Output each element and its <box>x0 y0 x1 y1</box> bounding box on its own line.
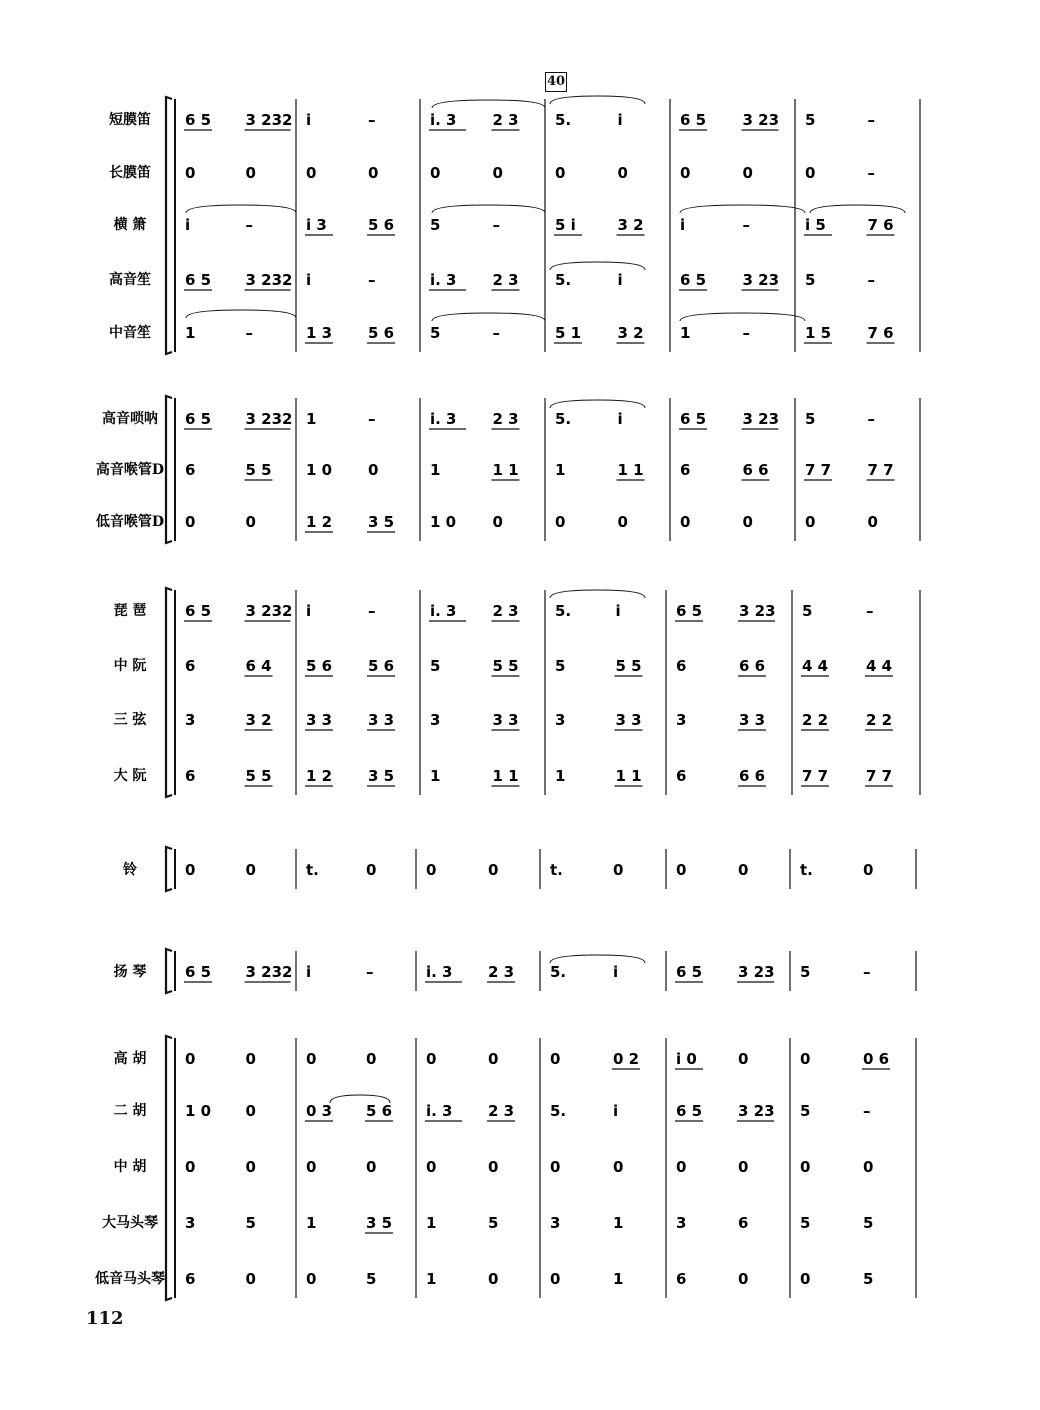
note-group: i <box>617 111 623 129</box>
note-group: 5 <box>802 602 813 620</box>
note-group: 0 <box>492 164 503 182</box>
rehearsal-mark-40: 40 <box>545 72 567 92</box>
instrument-name: 大马头琴 <box>102 1215 158 1231</box>
note-group: 2 3 <box>492 271 519 289</box>
note-group: 0 <box>245 1050 256 1068</box>
note-group: 5 6 <box>306 657 333 675</box>
note-group: – <box>245 324 253 342</box>
note-group: 0 6 <box>863 1050 890 1068</box>
note-group: 0 <box>742 513 753 531</box>
note-group: 0 <box>245 513 256 531</box>
note-group: 0 <box>863 1158 874 1176</box>
note-group: 0 <box>185 861 196 879</box>
note-group: 1 1 <box>492 767 519 785</box>
note-group: 4 4 <box>866 657 893 675</box>
note-group: 5 <box>555 657 566 675</box>
note-group: i <box>306 271 312 289</box>
note-group: 0 <box>185 1158 196 1176</box>
note-group: i <box>613 963 619 981</box>
note-group: 2 3 <box>492 602 519 620</box>
note-group: – <box>866 602 874 620</box>
note-group: 0 <box>863 861 874 879</box>
note-group: 6 6 <box>739 767 766 785</box>
note-group: 3 <box>676 711 687 729</box>
note-group: 6 5 <box>185 410 212 428</box>
note-group: 5 5 <box>245 767 272 785</box>
note-group: 5 6 <box>368 324 395 342</box>
tie-arc <box>810 205 905 213</box>
note-group: – <box>368 602 376 620</box>
note-group: 1 0 <box>430 513 457 531</box>
note-group: 6 <box>676 767 687 785</box>
note-group: 0 <box>488 1050 499 1068</box>
note-group: i 5 <box>805 216 826 234</box>
instrument-name: 三 弦 <box>113 712 147 728</box>
instrument-name: 横 箫 <box>113 217 147 233</box>
note-group: 3 3 <box>306 711 333 729</box>
note-group: 6 5 <box>185 602 212 620</box>
note-group: 1 2 <box>306 767 333 785</box>
note-group: 0 <box>738 1158 749 1176</box>
note-group: 6 5 <box>680 271 707 289</box>
note-group: 1 1 <box>617 461 644 479</box>
note-group: 0 <box>742 164 753 182</box>
note-group: 3 232 <box>245 963 293 981</box>
note-group: 0 <box>738 1050 749 1068</box>
note-group: 6 5 <box>185 271 212 289</box>
note-group: – <box>867 410 875 428</box>
note-group: 0 <box>613 1158 624 1176</box>
note-group: 3 2 <box>617 216 644 234</box>
note-group: 6 5 <box>185 963 212 981</box>
note-group: i <box>185 216 191 234</box>
tie-arc <box>186 310 296 318</box>
tie-arc <box>550 400 645 408</box>
note-group: 7 6 <box>867 324 894 342</box>
note-group: 1 <box>426 1270 437 1288</box>
note-group: 0 <box>738 1270 749 1288</box>
note-group: 0 <box>800 1270 811 1288</box>
note-group: i. 3 <box>430 602 457 620</box>
note-group: 0 <box>245 1102 256 1120</box>
note-group: 6 <box>676 1270 687 1288</box>
note-group: 5 6 <box>368 657 395 675</box>
note-group: 0 <box>738 861 749 879</box>
note-group: 0 <box>805 513 816 531</box>
note-group: 1 1 <box>492 461 519 479</box>
note-group: 0 <box>426 1158 437 1176</box>
note-group: 3 5 <box>366 1214 393 1232</box>
note-group: 0 <box>368 164 379 182</box>
note-group: 0 <box>492 513 503 531</box>
note-group: 0 <box>680 513 691 531</box>
note-group: t. <box>306 861 319 879</box>
instrument-name: 琵 琶 <box>113 603 147 619</box>
note-group: 1 <box>613 1270 624 1288</box>
instrument-name: 高音喉管D <box>95 462 165 478</box>
note-group: 5. <box>555 271 572 289</box>
page-number: 112 <box>86 1308 124 1329</box>
note-group: 1 <box>426 1214 437 1232</box>
note-group: 5 5 <box>615 657 642 675</box>
note-group: i. 3 <box>430 271 457 289</box>
note-group: 1 <box>555 461 566 479</box>
instrument-name: 铃 <box>123 862 137 878</box>
note-group: 3 <box>676 1214 687 1232</box>
note-group: 3 23 <box>742 410 780 428</box>
note-group: 2 3 <box>492 111 519 129</box>
group-bracket <box>166 847 172 891</box>
note-group: 1 2 <box>306 513 333 531</box>
note-group: – <box>368 271 376 289</box>
note-group: 2 3 <box>488 963 515 981</box>
note-group: 2 2 <box>866 711 893 729</box>
note-group: 0 <box>680 164 691 182</box>
note-group: 3 3 <box>492 711 519 729</box>
note-group: 5 <box>805 111 816 129</box>
note-group: 6 5 <box>676 602 703 620</box>
note-group: t. <box>550 861 563 879</box>
note-group: 0 <box>676 861 687 879</box>
note-group: i 3 <box>306 216 327 234</box>
note-group: 7 7 <box>866 767 893 785</box>
note-group: 0 <box>366 1050 377 1068</box>
instrument-name: 低音马头琴 <box>95 1271 165 1287</box>
note-group: – <box>867 271 875 289</box>
note-group: 3 23 <box>742 111 780 129</box>
note-group: 3 232 <box>245 111 293 129</box>
note-group: 3 232 <box>245 271 293 289</box>
note-group: 1 <box>306 410 317 428</box>
note-group: 2 3 <box>488 1102 515 1120</box>
note-group: 6 <box>185 461 196 479</box>
note-group: i. 3 <box>426 963 453 981</box>
note-group: 0 <box>555 513 566 531</box>
note-group: – <box>863 1102 871 1120</box>
note-group: 0 <box>426 861 437 879</box>
note-group: 0 <box>366 861 377 879</box>
note-group: 5 <box>800 1214 811 1232</box>
note-group: 3 232 <box>245 602 293 620</box>
note-group: 6 6 <box>742 461 769 479</box>
note-group: 2 3 <box>492 410 519 428</box>
note-group: 7 7 <box>867 461 894 479</box>
group-bracket <box>166 396 172 543</box>
note-group: 5 <box>863 1270 874 1288</box>
note-group: 6 <box>185 1270 196 1288</box>
note-group: 0 <box>550 1050 561 1068</box>
note-group: 0 <box>245 861 256 879</box>
instrument-name: 二 胡 <box>113 1103 147 1119</box>
instrument-name: 长膜笛 <box>109 165 151 181</box>
note-group: – <box>867 164 875 182</box>
instrument-name: 高 胡 <box>113 1051 147 1067</box>
tie-arc <box>550 96 645 104</box>
note-group: 0 <box>426 1050 437 1068</box>
note-group: 6 5 <box>680 410 707 428</box>
note-group: – <box>863 963 871 981</box>
note-group: 6 4 <box>245 657 272 675</box>
note-group: 1 5 <box>805 324 832 342</box>
note-group: 5 1 <box>555 324 582 342</box>
note-group: 1 <box>430 461 441 479</box>
tie-arc <box>550 590 645 598</box>
note-group: 6 <box>680 461 691 479</box>
note-group: 0 <box>488 1270 499 1288</box>
instrument-name: 短膜笛 <box>109 112 151 128</box>
note-group: – <box>867 111 875 129</box>
note-group: 5. <box>550 963 567 981</box>
note-group: 3 <box>550 1214 561 1232</box>
note-group: i. 3 <box>426 1102 453 1120</box>
note-group: 0 <box>550 1270 561 1288</box>
group-bracket <box>166 1036 172 1300</box>
note-group: 3 23 <box>739 602 776 620</box>
note-group: 5 <box>245 1214 256 1232</box>
note-group: – <box>245 216 253 234</box>
note-group: 6 5 <box>680 111 707 129</box>
note-group: 1 <box>185 324 196 342</box>
note-group: 6 5 <box>185 111 212 129</box>
note-group: 3 <box>555 711 566 729</box>
tie-arc <box>432 313 545 321</box>
note-group: 3 2 <box>245 711 272 729</box>
instrument-name: 低音喉管D <box>95 514 165 530</box>
note-group: 1 <box>430 767 441 785</box>
note-group: 5 6 <box>366 1102 393 1120</box>
note-group: 5 <box>863 1214 874 1232</box>
note-group: 0 <box>185 1050 196 1068</box>
note-group: 0 <box>550 1158 561 1176</box>
note-group: 7 7 <box>802 767 829 785</box>
tie-arc <box>680 205 805 213</box>
note-group: 0 <box>867 513 878 531</box>
instrument-name: 大 阮 <box>113 768 147 784</box>
note-group: – <box>368 111 376 129</box>
note-group: i <box>617 271 623 289</box>
note-group: 1 1 <box>615 767 642 785</box>
note-group: 3 <box>185 711 196 729</box>
instrument-name: 高音唢呐 <box>102 411 158 427</box>
note-group: – <box>368 410 376 428</box>
note-group: 0 <box>245 1158 256 1176</box>
note-group: 0 <box>366 1158 377 1176</box>
note-group: 0 <box>185 164 196 182</box>
note-group: 5 <box>430 657 441 675</box>
note-group: i 0 <box>676 1050 697 1068</box>
note-group: 0 <box>617 164 628 182</box>
note-group: 0 <box>185 513 196 531</box>
note-group: 0 <box>555 164 566 182</box>
instrument-name: 高音笙 <box>109 272 151 288</box>
note-group: 5 <box>805 271 816 289</box>
note-group: 7 7 <box>805 461 832 479</box>
note-group: 7 6 <box>867 216 894 234</box>
note-group: 0 <box>805 164 816 182</box>
note-group: 5 5 <box>245 461 272 479</box>
note-group: i <box>306 963 312 981</box>
note-group: 1 0 <box>306 461 333 479</box>
note-group: 3 23 <box>738 963 775 981</box>
note-group: 5. <box>555 111 572 129</box>
group-bracket <box>166 588 172 797</box>
note-group: 3 23 <box>738 1102 775 1120</box>
note-group: 3 5 <box>368 513 395 531</box>
note-group: 3 3 <box>739 711 766 729</box>
tie-arc <box>550 955 645 963</box>
note-group: 0 <box>800 1158 811 1176</box>
note-group: 5 <box>805 410 816 428</box>
note-group: 6 5 <box>676 1102 703 1120</box>
note-group: 0 <box>245 1270 256 1288</box>
note-group: i <box>613 1102 619 1120</box>
note-group: 5 <box>800 963 811 981</box>
note-group: 5. <box>555 602 572 620</box>
note-group: 0 <box>306 164 317 182</box>
note-group: 0 <box>368 461 379 479</box>
tie-arc <box>432 100 545 108</box>
note-group: 0 <box>306 1270 317 1288</box>
note-group: 0 <box>306 1050 317 1068</box>
note-group: 0 <box>488 1158 499 1176</box>
note-group: i <box>306 111 312 129</box>
tie-arc <box>680 313 805 321</box>
tie-arc <box>186 205 296 213</box>
note-group: 5. <box>555 410 572 428</box>
note-group: 5 6 <box>368 216 395 234</box>
note-group: – <box>742 324 750 342</box>
note-group: 0 <box>613 861 624 879</box>
note-group: 4 4 <box>802 657 829 675</box>
note-group: 6 <box>185 657 196 675</box>
instrument-name: 中 阮 <box>113 658 147 674</box>
group-bracket <box>166 97 172 354</box>
note-group: i. 3 <box>430 111 457 129</box>
note-group: 5 <box>488 1214 499 1232</box>
note-group: 0 <box>430 164 441 182</box>
note-group: i <box>615 602 621 620</box>
note-group: 5 5 <box>492 657 519 675</box>
note-group: 5 i <box>555 216 576 234</box>
note-group: 3 <box>185 1214 196 1232</box>
note-group: – <box>366 963 374 981</box>
note-group: 1 <box>555 767 566 785</box>
note-group: 6 6 <box>739 657 766 675</box>
note-group: t. <box>800 861 813 879</box>
note-group: 3 23 <box>742 271 780 289</box>
note-group: i <box>680 216 686 234</box>
tie-arc <box>550 262 645 270</box>
note-group: 3 232 <box>245 410 293 428</box>
note-group: 0 <box>245 164 256 182</box>
note-group: 0 <box>488 861 499 879</box>
instrument-name: 中 胡 <box>113 1159 147 1175</box>
note-group: 3 5 <box>368 767 395 785</box>
note-group: i <box>306 602 312 620</box>
note-group: 1 <box>306 1214 317 1232</box>
note-group: 5 <box>430 216 441 234</box>
note-group: 6 5 <box>676 963 703 981</box>
note-group: 1 3 <box>306 324 333 342</box>
instrument-name: 扬 琴 <box>113 964 147 980</box>
note-group: 0 <box>800 1050 811 1068</box>
note-group: 3 <box>430 711 441 729</box>
note-group: 3 2 <box>617 324 644 342</box>
note-group: 3 3 <box>615 711 642 729</box>
note-group: 1 0 <box>185 1102 212 1120</box>
note-group: 6 <box>185 767 196 785</box>
note-group: 0 <box>306 1158 317 1176</box>
note-group: 5 <box>430 324 441 342</box>
group-bracket <box>166 949 172 993</box>
note-group: 0 2 <box>613 1050 640 1068</box>
note-group: 5 <box>366 1270 377 1288</box>
note-group: – <box>492 324 500 342</box>
note-group: 0 <box>617 513 628 531</box>
note-group: 0 <box>676 1158 687 1176</box>
note-group: 5 <box>800 1102 811 1120</box>
note-group: 3 3 <box>368 711 395 729</box>
note-group: i <box>617 410 623 428</box>
instrument-name: 中音笙 <box>109 325 151 341</box>
note-group: 5. <box>550 1102 567 1120</box>
tie-arc <box>432 205 545 213</box>
note-group: – <box>492 216 500 234</box>
note-group: – <box>742 216 750 234</box>
note-group: 1 <box>613 1214 624 1232</box>
note-group: 2 2 <box>802 711 829 729</box>
note-group: 6 <box>676 657 687 675</box>
note-group: 0 3 <box>306 1102 333 1120</box>
note-group: 1 <box>680 324 691 342</box>
note-group: 6 <box>738 1214 749 1232</box>
note-group: i. 3 <box>430 410 457 428</box>
